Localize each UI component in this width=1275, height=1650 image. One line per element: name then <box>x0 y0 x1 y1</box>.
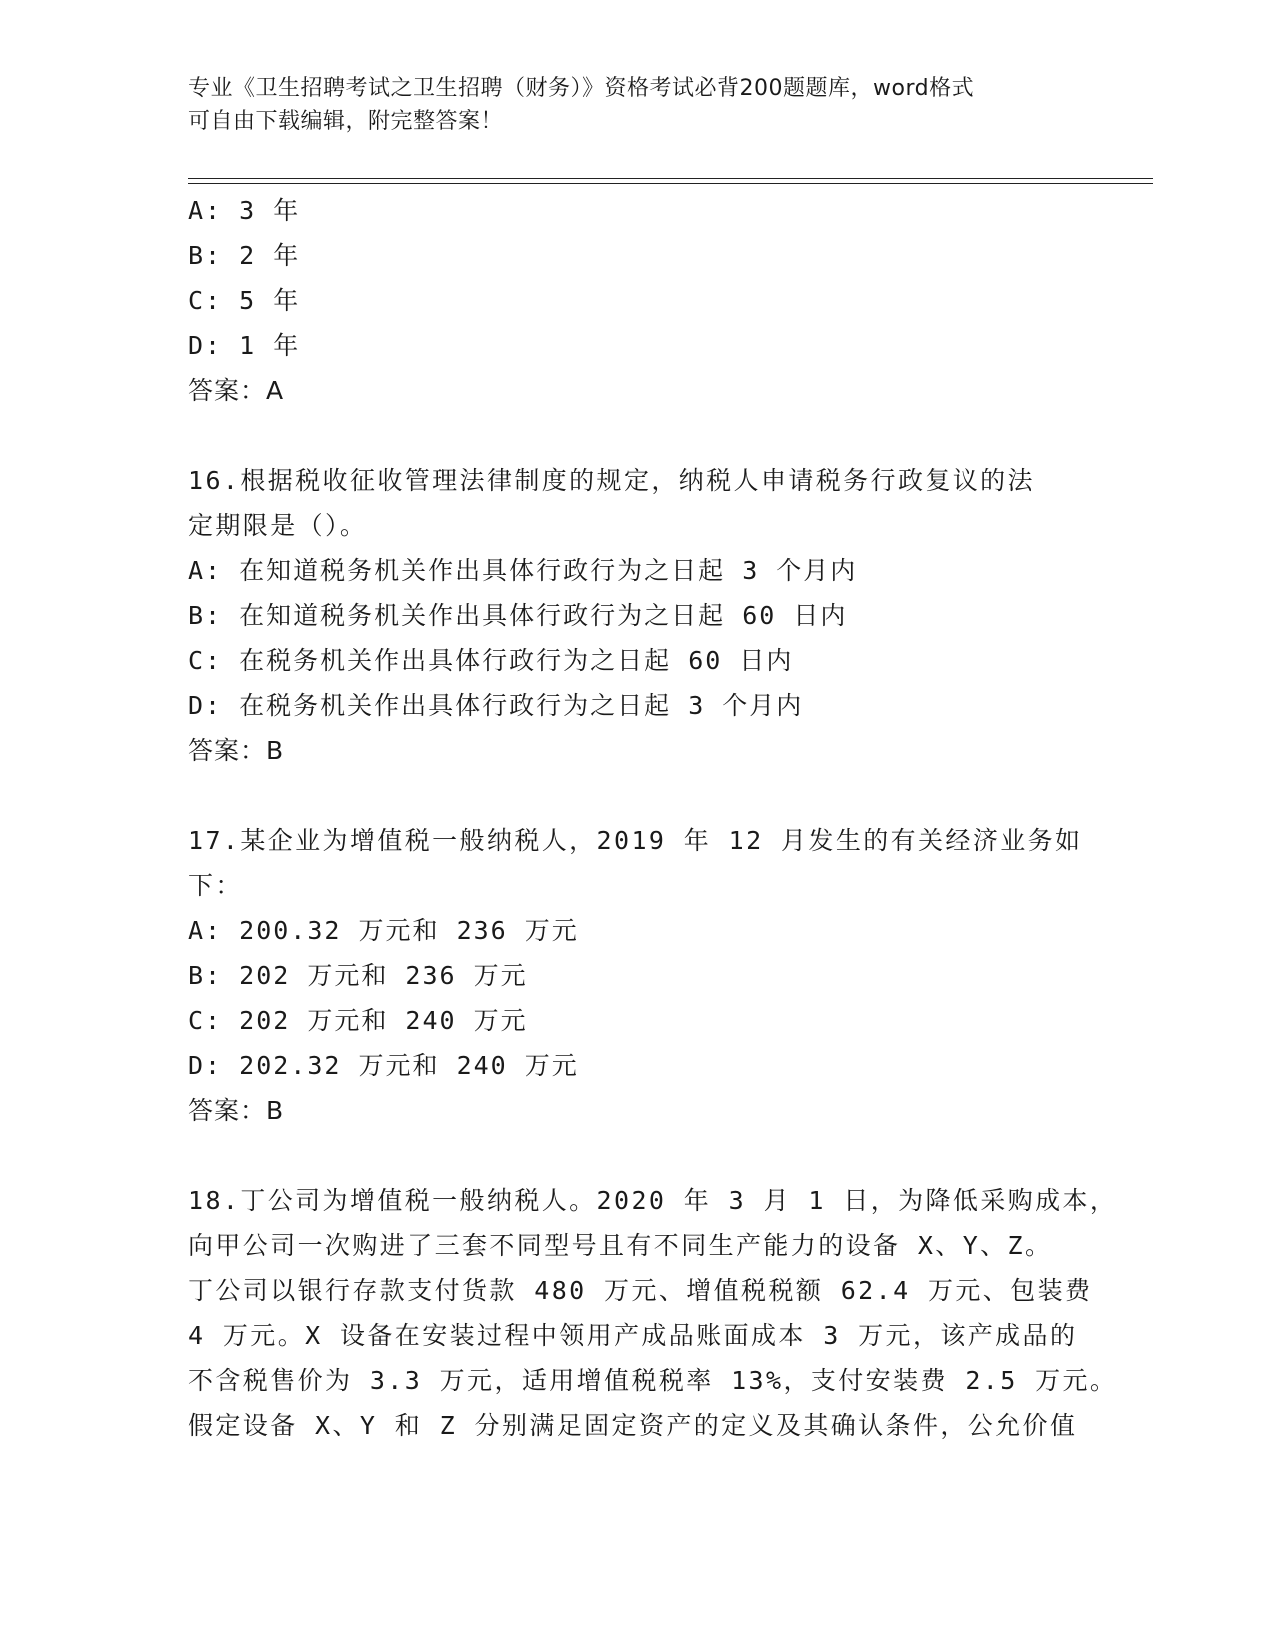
option-a: A: 200.32 万元和 236 万元 <box>188 916 579 945</box>
question-list <box>188 188 1118 1448</box>
option-c: C: 202 万元和 240 万元 <box>188 1006 528 1035</box>
option-d: D: 在税务机关作出具体行政行为之日起 3 个月内 <box>188 691 804 720</box>
question-stem-line: 向甲公司一次购进了三套不同型号且有不同生产能力的设备 X、Y、Z。 <box>188 1231 1053 1260</box>
option-d: D: 202.32 万元和 240 万元 <box>188 1051 579 1080</box>
question-15 <box>188 188 1088 413</box>
option-c: C: 在税务机关作出具体行政行为之日起 60 日内 <box>188 646 794 675</box>
answer: 答案：B <box>188 1096 285 1125</box>
question-18 <box>188 1178 1118 1448</box>
question-16 <box>188 458 1088 773</box>
option-a: A: 在知道税务机关作出具体行政行为之日起 3 个月内 <box>188 556 858 585</box>
document-header <box>188 72 1068 138</box>
option-b: B: 202 万元和 236 万元 <box>188 961 528 990</box>
question-17 <box>188 818 1088 1133</box>
option-a: A: 3 年 <box>188 196 301 225</box>
question-stem-line: 定期限是（）。 <box>188 511 368 540</box>
question-stem-line: 16.根据税收征收管理法律制度的规定，纳税人申请税务行政复议的法 <box>188 466 1035 495</box>
question-stem-line: 假定设备 X、Y 和 Z 分别满足固定资产的定义及其确认条件，公允价值 <box>188 1411 1078 1440</box>
option-d: D: 1 年 <box>188 331 301 360</box>
option-c: C: 5 年 <box>188 286 301 315</box>
question-stem-line: 丁公司以银行存款支付货款 480 万元、增值税税额 62.4 万元、包装费 <box>188 1276 1093 1305</box>
question-stem-line: 4 万元。X 设备在安装过程中领用产成品账面成本 3 万元，该产成品的 <box>188 1321 1078 1350</box>
question-stem-line: 18.丁公司为增值税一般纳税人。2020 年 3 月 1 日，为降低采购成本， <box>188 1186 1118 1215</box>
question-stem-line: 17.某企业为增值税一般纳税人，2019 年 12 月发生的有关经济业务如 <box>188 826 1083 855</box>
option-b: B: 2 年 <box>188 241 301 270</box>
question-stem-line: 不含税售价为 3.3 万元，适用增值税税率 13%，支付安装费 2.5 万元。 <box>188 1366 1118 1395</box>
option-b: B: 在知道税务机关作出具体行政行为之日起 60 日内 <box>188 601 848 630</box>
answer: 答案：A <box>188 376 285 405</box>
header-divider-top <box>188 178 1153 179</box>
question-stem-line: 下： <box>188 871 243 900</box>
header-title-line-1: 专业《卫生招聘考试之卫生招聘（财务）》资格考试必背200题题库，word格式 <box>188 76 975 101</box>
header-title-line-2: 可自由下载编辑，附完整答案！ <box>188 109 504 134</box>
header-divider-bottom <box>188 183 1153 184</box>
answer: 答案：B <box>188 736 285 765</box>
